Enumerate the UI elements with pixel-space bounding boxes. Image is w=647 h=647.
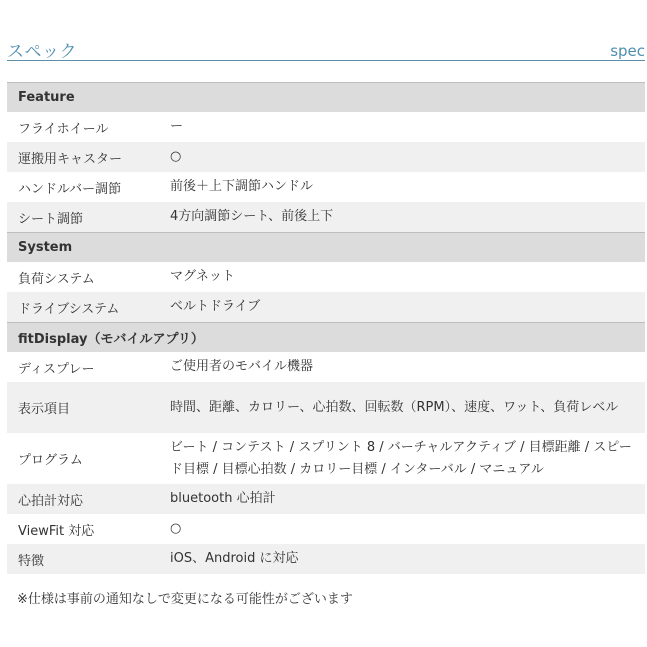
spec-header (7, 34, 645, 61)
spec-value: 前後＋上下調節ハンドル (170, 179, 314, 194)
spec-row (7, 142, 645, 172)
spec-label: 表示項目 (18, 402, 71, 417)
spec-label: 負荷システム (18, 271, 95, 287)
spec-value: ー (170, 119, 184, 134)
section-heading-system: System (7, 232, 645, 262)
spec-value: 4方向調節シート、前後上下 (170, 209, 334, 224)
spec-label: 心拍計対応 (18, 493, 84, 509)
spec-label: ハンドルバー調節 (18, 181, 122, 197)
spec-value: ご使用者のモバイル機器 (170, 359, 314, 374)
spec-label: ディスプレー (18, 361, 95, 377)
spec-label: ドライブシステム (18, 301, 120, 317)
spec-row (7, 172, 645, 202)
spec-value: ○ (170, 521, 182, 536)
spec-label: プログラム (18, 453, 83, 468)
disclaimer-note: ※仕様は事前の通知なしで変更になる可能性がございます (17, 592, 353, 607)
spec-row (7, 484, 645, 514)
section-heading-feature: Feature (7, 82, 645, 112)
spec-row (7, 544, 645, 574)
spec-label: シート調節 (18, 211, 84, 227)
spec-label: ViewFit 対応 (18, 523, 95, 539)
spec-row (7, 112, 645, 142)
spec-value: ビート / コンテスト / スプリント 8 / バーチャルアクティブ / 目標距離 / スピード目標 / 目標心拍数 / カロリー目標 / インターバル / マニュアル (170, 439, 632, 477)
spec-value: bluetooth 心拍計 (170, 491, 276, 506)
page-title: スペック (7, 42, 77, 62)
spec-row (7, 433, 645, 484)
spec-value: iOS、Android に対応 (170, 551, 299, 566)
spec-table (7, 82, 645, 574)
section-heading-fitdisplay: fitDisplay（モバイルアプリ） (7, 322, 645, 352)
spec-row (7, 262, 645, 292)
spec-value: ○ (170, 149, 182, 164)
page-subtitle: spec (610, 42, 645, 60)
spec-row (7, 352, 645, 382)
spec-row (7, 202, 645, 232)
spec-label: 特徴 (18, 553, 45, 569)
spec-row (7, 514, 645, 544)
spec-label: 運搬用キャスター (18, 151, 123, 167)
spec-label: フライホイール (18, 121, 109, 137)
spec-value: ベルトドライブ (170, 299, 261, 314)
spec-value: 時間、距離、カロリー、心拍数、回転数（RPM）、速度、ワット、負荷レベル (170, 399, 619, 415)
spec-row (7, 382, 645, 433)
spec-row (7, 292, 645, 322)
spec-value: マグネット (170, 269, 235, 284)
